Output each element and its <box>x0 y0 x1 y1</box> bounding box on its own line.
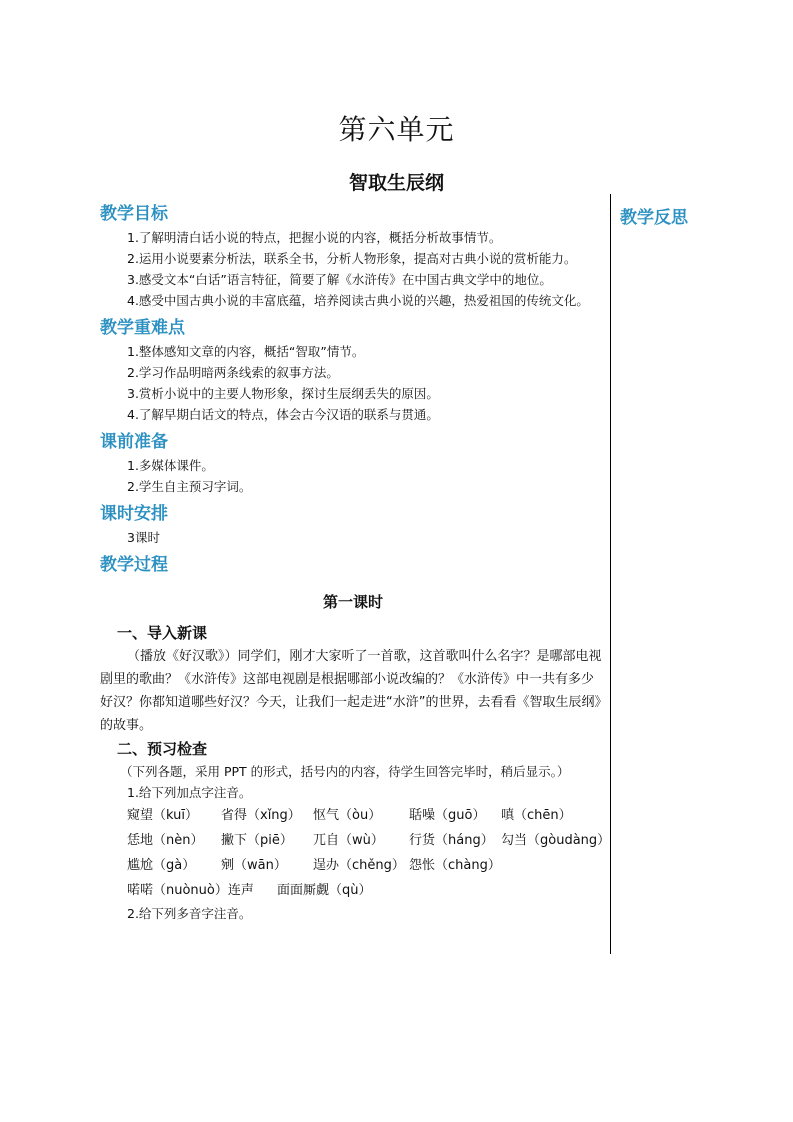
period-heading: 第一课时 <box>322 593 383 611</box>
pinyin-item: 恁地（nèn） <box>127 833 204 848</box>
lesson-title: 智取生辰纲 <box>348 172 444 194</box>
section-intro-text: （播放《好汉歌》）同学们，刚才大家听了一首歌，这首歌叫什么名字？是哪部电视剧里的歌曲？《水浒传》这部电视剧是根据哪部小说改编的？《水浒传》中一共有多少好汉？你都知道哪些好汉？今天，让我们一起走进“水浒”的世界，去看看《智取生辰纲》的故事。 <box>100 649 602 733</box>
pinyin-row <box>100 878 606 903</box>
section-preview-note: （下列各题，采用 PPT 的形式，括号内的内容，待学生回答完毕时，稍后显示。） <box>120 764 570 779</box>
objectives-heading: 教学目标 <box>100 204 168 224</box>
preparation-item: 2.学生自主预习字词。 <box>127 479 252 494</box>
pinyin-item: 怨怅（chàng） <box>409 858 501 873</box>
key-point-item: 3.赏析小说中的主要人物形象，探讨生辰纲丢失的原因。 <box>127 386 439 401</box>
task-1: 1.给下列加点字注音。 <box>127 785 252 800</box>
lesson-plan-body <box>100 201 611 924</box>
pinyin-item: 勾当（gòudàng） <box>501 833 611 848</box>
section-intro-heading: 一、导入新课 <box>117 624 208 642</box>
schedule-text: 3课时 <box>127 530 160 545</box>
task-2: 2.给下列多音字注音。 <box>127 906 252 921</box>
pinyin-row <box>100 853 606 878</box>
objective-item: 4.感受中国古典小说的丰富底蕴，培养阅读古典小说的兴趣，热爱祖国的传统文化。 <box>127 293 589 308</box>
pinyin-row <box>100 803 606 828</box>
objective-item: 2.运用小说要素分析法，联系全书，分析人物形象，提高对古典小说的赏析能力。 <box>127 251 577 266</box>
pinyin-item: 剜（wān） <box>221 858 287 873</box>
preparation-item: 1.多媒体课件。 <box>127 458 214 473</box>
pinyin-item: 兀自（wù） <box>313 833 384 848</box>
unit-title: 第六单元 <box>338 113 455 146</box>
key-point-item: 2.学习作品明暗两条线索的叙事方法。 <box>127 365 339 380</box>
pinyin-item: 聒噪（guō） <box>409 808 486 823</box>
reflection-heading: 教学反思 <box>620 208 688 228</box>
objective-item: 1.了解明清白话小说的特点，把握小说的内容，概括分析故事情节。 <box>127 230 502 245</box>
pinyin-row <box>100 828 611 853</box>
pinyin-item: 喏喏（nuònuò）连声 <box>127 883 254 898</box>
pinyin-item: 逞办（chěng） <box>313 858 405 873</box>
key-points-heading: 教学重难点 <box>100 318 185 338</box>
schedule-heading: 课时安排 <box>100 504 168 524</box>
process-heading: 教学过程 <box>100 555 168 575</box>
pinyin-item: 尴尬（gà） <box>127 858 196 873</box>
pinyin-item: 面面厮觑（qù） <box>277 883 372 898</box>
pinyin-item: 嗔（chēn） <box>501 808 572 823</box>
pinyin-item: 省得（xǐng） <box>221 808 301 823</box>
key-point-item: 4.了解早期白话文的特点，体会古今汉语的联系与贯通。 <box>127 407 439 422</box>
pinyin-item: 怄气（òu） <box>313 808 382 823</box>
pinyin-item: 窥望（kuī） <box>127 808 198 823</box>
objective-item: 3.感受文本“白话”语言特征，简要了解《水浒传》在中国古典文学中的地位。 <box>127 272 552 287</box>
preparation-heading: 课前准备 <box>100 432 168 452</box>
pinyin-item: 撇下（piē） <box>221 833 293 848</box>
pinyin-item: 行货（háng） <box>409 833 494 848</box>
section-preview-heading: 二、预习检查 <box>117 740 208 758</box>
key-point-item: 1.整体感知文章的内容，概括“智取”情节。 <box>127 344 365 359</box>
